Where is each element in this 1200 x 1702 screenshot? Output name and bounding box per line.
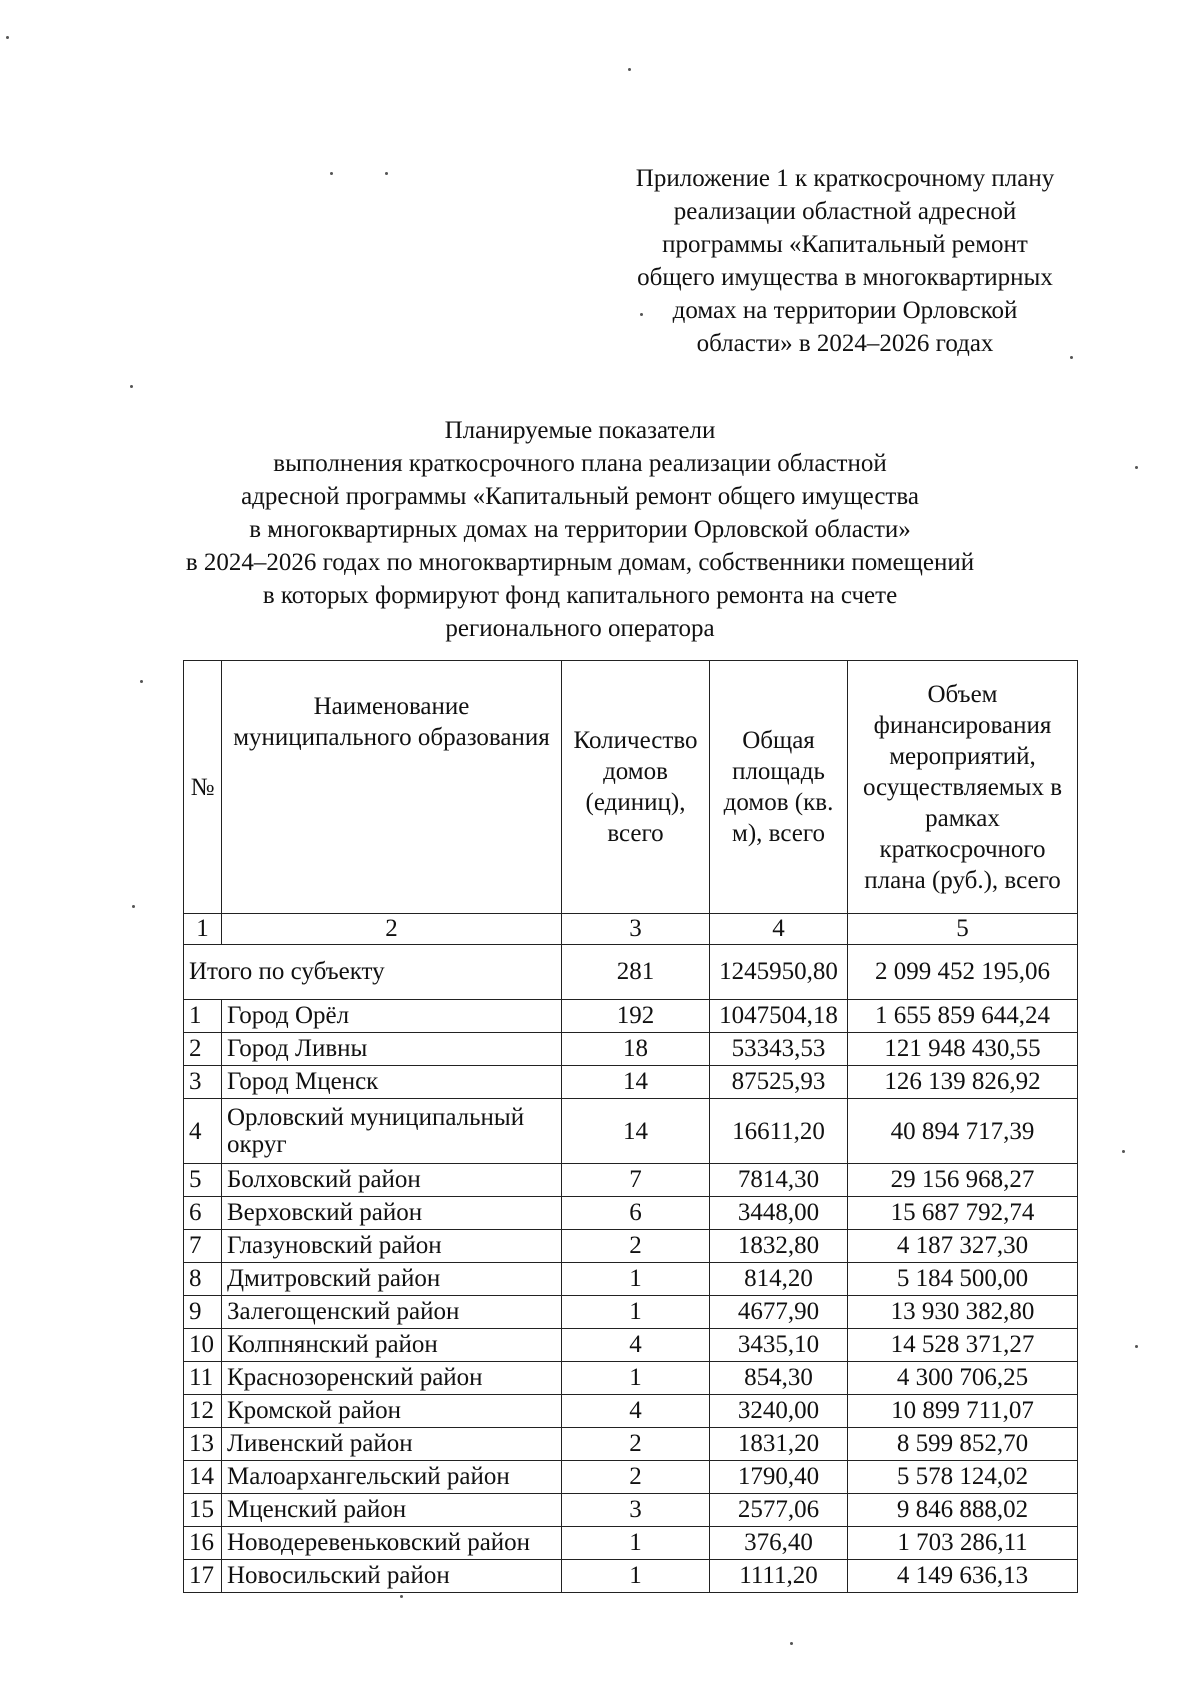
row-municipality: Залегощенский район: [222, 1296, 562, 1329]
row-area: 1047504,18: [710, 1000, 848, 1033]
row-area: 3448,00: [710, 1197, 848, 1230]
row-area: 3435,10: [710, 1329, 848, 1362]
table-row: [184, 1033, 1078, 1066]
header-houses: Количество домов (единиц), всего: [562, 661, 710, 914]
row-number: 4: [184, 1099, 222, 1164]
table-body: [184, 1000, 1078, 1593]
row-area: 87525,93: [710, 1066, 848, 1099]
row-number: 14: [184, 1461, 222, 1494]
table-row: [184, 1263, 1078, 1296]
row-area: 1111,20: [710, 1560, 848, 1593]
total-houses: 281: [562, 945, 710, 1000]
row-houses: 6: [562, 1197, 710, 1230]
row-area: 814,20: [710, 1263, 848, 1296]
row-funding: 4 300 706,25: [848, 1362, 1078, 1395]
row-number: 6: [184, 1197, 222, 1230]
row-houses: 14: [562, 1099, 710, 1164]
row-houses: 1: [562, 1527, 710, 1560]
title-line: адресной программы «Капитальный ремонт общего имущества: [241, 483, 919, 510]
row-area: 1831,20: [710, 1428, 848, 1461]
row-houses: 18: [562, 1033, 710, 1066]
table-row: [184, 1362, 1078, 1395]
appendix-line: домах на территории Орловской: [672, 297, 1018, 324]
table-row: [184, 1527, 1078, 1560]
header-area: Общая площадь домов (кв. м), всего: [710, 661, 848, 914]
column-number: 3: [562, 914, 710, 945]
row-number: 17: [184, 1560, 222, 1593]
table-row: [184, 1164, 1078, 1197]
row-municipality: Город Ливны: [222, 1033, 562, 1066]
row-number: 8: [184, 1263, 222, 1296]
row-area: 2577,06: [710, 1494, 848, 1527]
row-number: 13: [184, 1428, 222, 1461]
table-row: [184, 1197, 1078, 1230]
column-number: 2: [222, 914, 562, 945]
table-row: [184, 1230, 1078, 1263]
row-funding: 13 930 382,80: [848, 1296, 1078, 1329]
row-funding: 4 187 327,30: [848, 1230, 1078, 1263]
title-line: в 2024–2026 годах по многоквартирным домам, собственники помещений: [185, 549, 975, 576]
title-line: в которых формируют фонд капитального ремонта на счете: [262, 582, 898, 609]
row-municipality: Малоархангельский район: [222, 1461, 562, 1494]
column-number: 1: [184, 914, 222, 945]
row-funding: 1 655 859 644,24: [848, 1000, 1078, 1033]
row-funding: 5 578 124,02: [848, 1461, 1078, 1494]
row-municipality: Глазуновский район: [222, 1230, 562, 1263]
row-houses: 1: [562, 1362, 710, 1395]
header-number: №: [184, 661, 222, 914]
appendix-line: области» в 2024–2026 годах: [696, 330, 994, 357]
document-title: [150, 414, 1010, 645]
appendix-line: программы «Капитальный ремонт: [662, 231, 1028, 258]
row-municipality: Город Мценск: [222, 1066, 562, 1099]
table-row: [184, 1428, 1078, 1461]
row-municipality: Город Орёл: [222, 1000, 562, 1033]
row-funding: 15 687 792,74: [848, 1197, 1078, 1230]
scan-speck: [1122, 1150, 1125, 1153]
table-row: [184, 1329, 1078, 1362]
scan-speck: [1135, 1345, 1138, 1348]
title-line: Планируемые показатели: [444, 417, 716, 444]
appendix-note: [600, 162, 1090, 360]
scan-speck: [385, 172, 388, 175]
row-municipality: Болховский район: [222, 1164, 562, 1197]
row-houses: 14: [562, 1066, 710, 1099]
row-municipality: Новодеревеньковский район: [222, 1527, 562, 1560]
row-funding: 5 184 500,00: [848, 1263, 1078, 1296]
row-funding: 8 599 852,70: [848, 1428, 1078, 1461]
row-funding: 9 846 888,02: [848, 1494, 1078, 1527]
row-funding: 29 156 968,27: [848, 1164, 1078, 1197]
scan-speck: [400, 1595, 403, 1598]
row-number: 12: [184, 1395, 222, 1428]
row-municipality: Верховский район: [222, 1197, 562, 1230]
title-line: выполнения краткосрочного плана реализации областной: [273, 450, 887, 477]
total-label: Итого по субъекту: [184, 945, 562, 1000]
row-funding: 121 948 430,55: [848, 1033, 1078, 1066]
total-row: [184, 945, 1078, 1000]
row-municipality: Колпнянский район: [222, 1329, 562, 1362]
row-funding: 14 528 371,27: [848, 1329, 1078, 1362]
scan-speck: [140, 680, 143, 683]
row-municipality: Мценский район: [222, 1494, 562, 1527]
row-funding: 40 894 717,39: [848, 1099, 1078, 1164]
appendix-line: реализации областной адресной: [673, 198, 1017, 225]
appendix-line: Приложение 1 к краткосрочному плану: [635, 165, 1055, 192]
table-row: [184, 1066, 1078, 1099]
row-municipality: Новосильский район: [222, 1560, 562, 1593]
row-houses: 1: [562, 1296, 710, 1329]
table-row: [184, 1099, 1078, 1164]
row-number: 10: [184, 1329, 222, 1362]
title-line: регионального оператора: [445, 615, 715, 642]
table-row: [184, 1395, 1078, 1428]
table-row: [184, 1000, 1078, 1033]
row-funding: 1 703 286,11: [848, 1527, 1078, 1560]
scan-speck: [628, 68, 631, 71]
table-row: [184, 1560, 1078, 1593]
scan-speck: [130, 385, 133, 388]
row-area: 854,30: [710, 1362, 848, 1395]
row-area: 7814,30: [710, 1164, 848, 1197]
row-area: 1832,80: [710, 1230, 848, 1263]
scan-speck: [132, 905, 135, 908]
row-municipality: Дмитровский район: [222, 1263, 562, 1296]
table-row: [184, 1461, 1078, 1494]
row-number: 15: [184, 1494, 222, 1527]
scan-speck: [6, 36, 9, 39]
row-houses: 2: [562, 1461, 710, 1494]
table-row: [184, 1296, 1078, 1329]
row-houses: 2: [562, 1230, 710, 1263]
row-number: 9: [184, 1296, 222, 1329]
row-area: 53343,53: [710, 1033, 848, 1066]
column-number: 4: [710, 914, 848, 945]
row-funding: 4 149 636,13: [848, 1560, 1078, 1593]
column-number: 5: [848, 914, 1078, 945]
column-numbers-row: [184, 914, 1078, 945]
total-area: 1245950,80: [710, 945, 848, 1000]
row-municipality: Орловский муниципальный округ: [222, 1099, 562, 1164]
row-houses: 4: [562, 1329, 710, 1362]
row-number: 11: [184, 1362, 222, 1395]
header-funding: Объем финансирования мероприятий, осуществляемых в рамках краткосрочного плана (руб.), всего: [848, 661, 1078, 914]
row-area: 376,40: [710, 1527, 848, 1560]
row-number: 1: [184, 1000, 222, 1033]
total-funding: 2 099 452 195,06: [848, 945, 1078, 1000]
scan-speck: [330, 172, 333, 175]
row-municipality: Кромской район: [222, 1395, 562, 1428]
header-municipality: Наименование муниципального образования: [222, 661, 562, 914]
row-municipality: Краснозоренский район: [222, 1362, 562, 1395]
indicators-table: [183, 660, 1078, 1593]
table-row: [184, 1494, 1078, 1527]
row-area: 1790,40: [710, 1461, 848, 1494]
row-number: 7: [184, 1230, 222, 1263]
row-houses: 192: [562, 1000, 710, 1033]
row-funding: 10 899 711,07: [848, 1395, 1078, 1428]
row-houses: 1: [562, 1263, 710, 1296]
row-area: 16611,20: [710, 1099, 848, 1164]
row-municipality: Ливенский район: [222, 1428, 562, 1461]
row-funding: 126 139 826,92: [848, 1066, 1078, 1099]
row-houses: 3: [562, 1494, 710, 1527]
row-houses: 2: [562, 1428, 710, 1461]
row-area: 3240,00: [710, 1395, 848, 1428]
row-number: 5: [184, 1164, 222, 1197]
row-number: 16: [184, 1527, 222, 1560]
row-houses: 1: [562, 1560, 710, 1593]
table-header-row: [184, 661, 1078, 914]
row-number: 3: [184, 1066, 222, 1099]
appendix-line: общего имущества в многоквартирных: [637, 264, 1053, 291]
row-houses: 4: [562, 1395, 710, 1428]
row-houses: 7: [562, 1164, 710, 1197]
row-area: 4677,90: [710, 1296, 848, 1329]
row-number: 2: [184, 1033, 222, 1066]
title-line: в многоквартирных домах на территории Орловской области»: [249, 516, 911, 543]
scan-speck: [790, 1642, 793, 1645]
scan-speck: [1135, 466, 1138, 469]
